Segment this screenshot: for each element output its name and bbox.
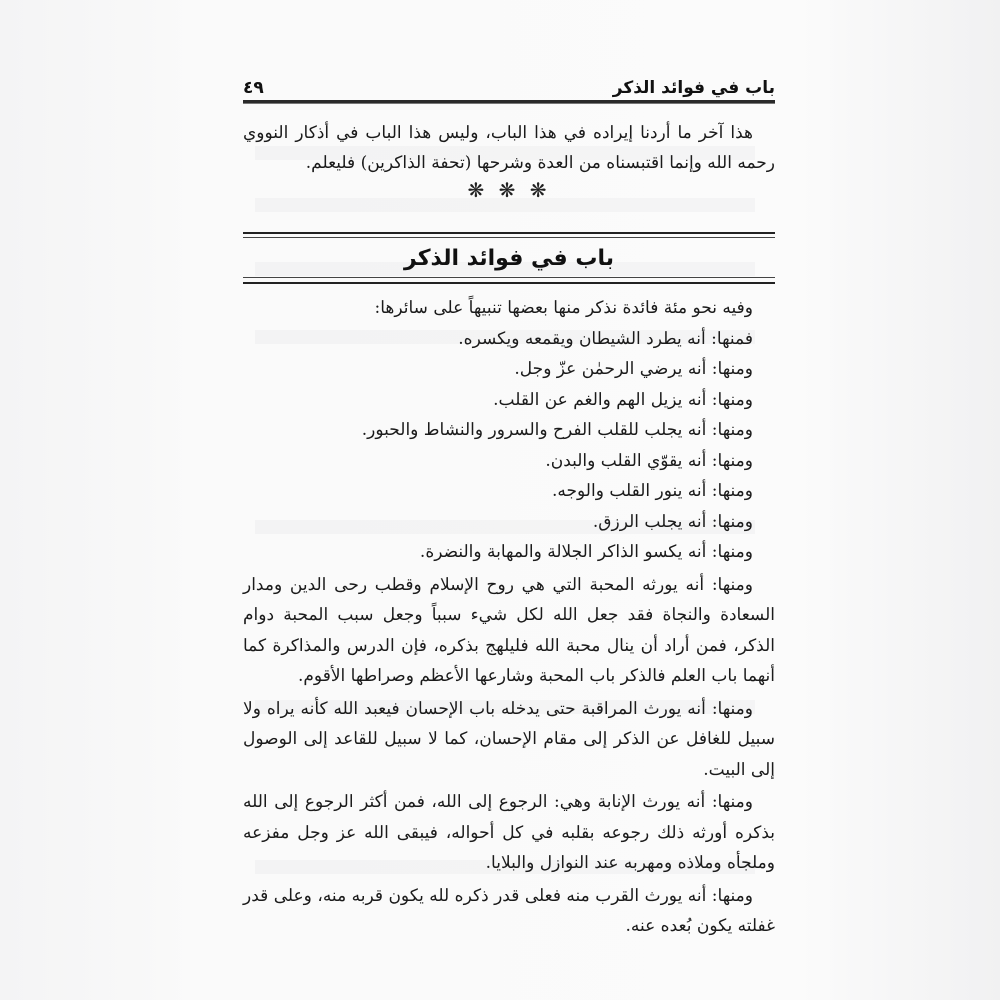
chapter-rule-top-thin <box>243 237 775 238</box>
header-rule <box>243 100 775 104</box>
benefit-label: ومنها: <box>711 481 753 501</box>
asterism-separator: ❋ ❋ ❋ <box>467 178 551 202</box>
benefit-text: أنه يجلب الرزق. <box>592 511 707 532</box>
benefit-text: أنه يورثه المحبة التي هي روح الإسلام وقطب رحى الدين ومدار السعادة والنجاة فقد جعل الله لكل شيء سبباً وجعل سبب المحبة دوام الذكر، فمن أراد أن ينال محبة الله فليلهج بذكره، فإن الدرس والمذاكرة كما أنهما باب العلم فالذكر باب المحبة وشارعها الأعظم وصراطها الأقوم. <box>243 574 775 686</box>
benefit-item <box>243 476 775 507</box>
intro-paragraph: وفيه نحو مئة فائدة نذكر منها بعضها تنبيهاً على سائرها: <box>374 298 753 318</box>
benefit-item <box>243 415 775 446</box>
benefit-label: ومنها: <box>711 574 754 595</box>
benefit-item <box>243 570 775 692</box>
benefit-text: أنه يقوّي القلب والبدن. <box>545 450 707 471</box>
chapter-rule-bottom <box>243 282 775 284</box>
benefit-item <box>243 324 775 355</box>
benefit-item <box>243 881 775 942</box>
benefit-label: ومنها: <box>711 450 753 471</box>
benefit-text: أنه يورث المراقبة حتى يدخله باب الإحسان فيعبد الله كأنه يراه ولا سبيل للغافل عن الذكر إلى مقام الإحسان، كما لا سبيل للقاعد إلى الوصول إلى البيت. <box>243 698 775 780</box>
chapter-body <box>243 293 775 942</box>
benefit-item <box>243 446 775 477</box>
chapter-rule-top <box>243 232 775 234</box>
running-header-title: باب في فوائد الذكر <box>612 78 775 98</box>
benefit-text: أنه يجلب للقلب الفرح والسرور والنشاط والحبور. <box>361 420 707 440</box>
benefit-text: أنه يورث القرب منه فعلى قدر ذكره لله يكون قربه منه، وعلى قدر غفلته يكون بُعده عنه. <box>243 885 775 936</box>
benefit-label: ومنها: <box>711 792 754 812</box>
benefit-text: أنه يورث الإنابة وهي: الرجوع إلى الله، فمن أكثر الرجوع إلى الله بذكره أورثه ذلك رجوعه بقلبه في كل أحواله، فيبقى الله عز وجل مفزعه وملجأه وملاذه ومهربه عند النوازل والبلايا. <box>243 792 775 873</box>
benefit-text: أنه يكسو الذاكر الجلالة والمهابة والنضرة. <box>419 542 707 562</box>
benefit-text: أنه يرضي الرحمٰن عزّ وجل. <box>514 359 707 379</box>
benefit-label: ومنها: <box>711 420 753 440</box>
benefit-text: أنه ينور القلب والوجه. <box>552 481 707 501</box>
benefit-label: ومنها: <box>711 389 753 410</box>
benefit-item <box>243 787 775 879</box>
benefit-item <box>243 354 775 385</box>
benefit-label: ومنها: <box>711 542 753 562</box>
benefit-item <box>243 385 775 416</box>
closing-paragraph-block <box>243 118 775 178</box>
benefit-item <box>243 507 775 538</box>
benefit-label: ومنها: <box>711 511 753 532</box>
benefit-item <box>243 694 775 786</box>
benefit-label: فمنها: <box>711 328 753 349</box>
page-number: ٤٩ <box>243 78 264 98</box>
benefit-label: ومنها: <box>711 359 753 379</box>
benefit-label: ومنها: <box>711 885 753 906</box>
benefit-item <box>243 537 775 568</box>
chapter-heading-box <box>243 229 775 289</box>
chapter-title: باب في فوائد الذكر <box>404 246 614 271</box>
running-header <box>243 68 775 98</box>
benefit-text: أنه يزيل الهم والغم عن القلب. <box>493 389 707 410</box>
chapter-rule-bottom-thin <box>243 277 775 278</box>
closing-paragraph: هذا آخر ما أردنا إيراده في هذا الباب، وليس هذا الباب في أذكار النووي رحمه الله وإنما اقتبسناه من العدة وشرحها (تحفة الذاكرين) فليعلم. <box>243 123 775 173</box>
benefit-text: أنه يطرد الشيطان ويقمعه ويكسره. <box>458 328 706 349</box>
benefit-label: ومنها: <box>711 698 754 719</box>
